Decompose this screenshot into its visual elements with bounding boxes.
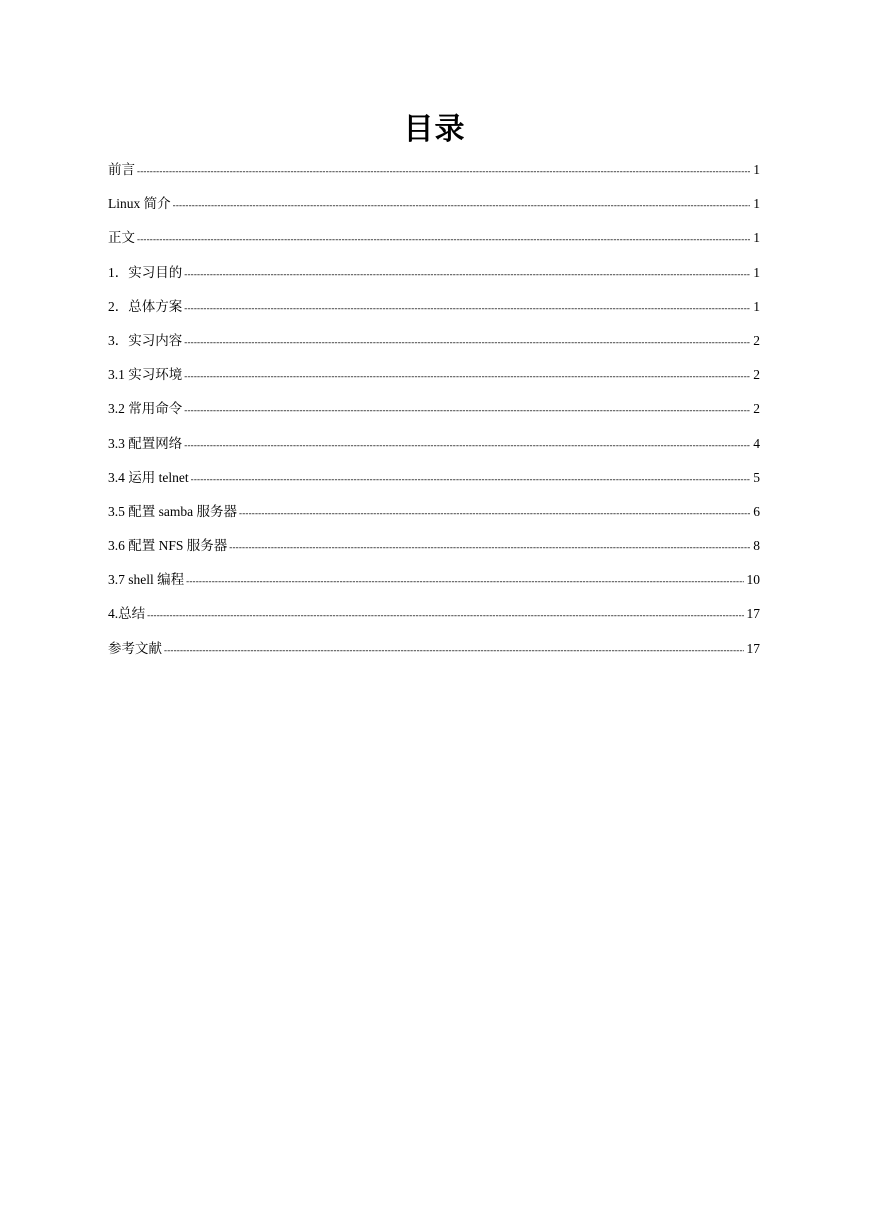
toc-entry-page: 17	[746, 640, 760, 656]
toc-entry-overall-plan[interactable]	[108, 294, 760, 328]
toc-entry-references[interactable]	[108, 636, 760, 670]
toc-entry-label: 3.3 配置网络	[108, 435, 183, 451]
toc-entry-page: 10	[746, 572, 760, 588]
toc-title: 目录	[403, 112, 466, 147]
table-of-contents	[108, 157, 760, 670]
toc-entry-page: 1	[753, 298, 760, 314]
toc-entry-page: 17	[746, 606, 760, 622]
toc-entry-label: 3.1 实习环境	[108, 367, 183, 383]
toc-leader-dashes	[184, 397, 750, 423]
toc-entry-nfs[interactable]	[108, 533, 760, 567]
toc-entry-page: 1	[753, 264, 760, 280]
toc-entry-page: 5	[753, 469, 760, 485]
toc-leader-dashes	[184, 261, 750, 287]
toc-entry-content[interactable]	[108, 328, 760, 362]
toc-entry-label: 2．总体方案	[108, 298, 183, 314]
toc-entry-purpose[interactable]	[108, 260, 760, 294]
toc-leader-dashes	[184, 432, 750, 458]
toc-leader-dashes	[173, 192, 751, 218]
toc-entry-label: 3．实习内容	[108, 332, 183, 348]
toc-entry-linux-intro[interactable]	[108, 191, 760, 225]
toc-leader-dashes	[229, 534, 750, 560]
toc-entry-page: 2	[753, 401, 760, 417]
toc-entry-label: 3.5 配置 samba 服务器	[108, 503, 237, 519]
toc-entry-shell[interactable]	[108, 567, 760, 601]
toc-entry-preface[interactable]	[108, 157, 760, 191]
toc-leader-dashes	[137, 226, 750, 252]
toc-entry-page: 8	[753, 538, 760, 554]
toc-leader-dashes	[184, 363, 750, 389]
toc-entry-page: 2	[753, 367, 760, 383]
toc-entry-label: 4.总结	[108, 606, 146, 622]
toc-entry-page: 1	[753, 162, 760, 177]
toc-entry-label: 3.6 配置 NFS 服务器	[108, 538, 228, 554]
toc-entry-environment[interactable]	[108, 362, 760, 396]
toc-entry-page: 4	[753, 435, 760, 451]
toc-entry-page: 1	[753, 196, 760, 212]
toc-leader-dashes	[184, 295, 750, 321]
toc-entry-page: 1	[753, 230, 760, 246]
toc-entry-label: Linux 简介	[108, 196, 171, 212]
toc-leader-dashes	[147, 602, 743, 628]
toc-entry-telnet[interactable]	[108, 465, 760, 499]
toc-leader-dashes	[239, 500, 750, 526]
toc-leader-dashes	[184, 329, 750, 355]
toc-entry-main-text[interactable]	[108, 225, 760, 259]
toc-entry-label: 前言	[108, 162, 135, 177]
toc-entry-label: 正文	[108, 230, 135, 246]
toc-leader-dashes	[164, 637, 744, 663]
toc-leader-dashes	[137, 158, 750, 184]
toc-entry-summary[interactable]	[108, 601, 760, 635]
toc-entry-page: 2	[753, 332, 760, 348]
toc-entry-commands[interactable]	[108, 396, 760, 430]
toc-leader-dashes	[191, 466, 751, 492]
toc-leader-dashes	[186, 568, 743, 594]
toc-entry-label: 3.7 shell 编程	[108, 572, 185, 588]
toc-entry-label: 1．实习目的	[108, 264, 183, 280]
toc-entry-samba[interactable]	[108, 499, 760, 533]
toc-entry-label: 参考文献	[108, 640, 162, 656]
toc-entry-page: 6	[753, 503, 760, 519]
toc-entry-network[interactable]	[108, 431, 760, 465]
toc-entry-label: 3.2 常用命令	[108, 401, 183, 417]
toc-entry-label: 3.4 运用 telnet	[108, 469, 189, 485]
